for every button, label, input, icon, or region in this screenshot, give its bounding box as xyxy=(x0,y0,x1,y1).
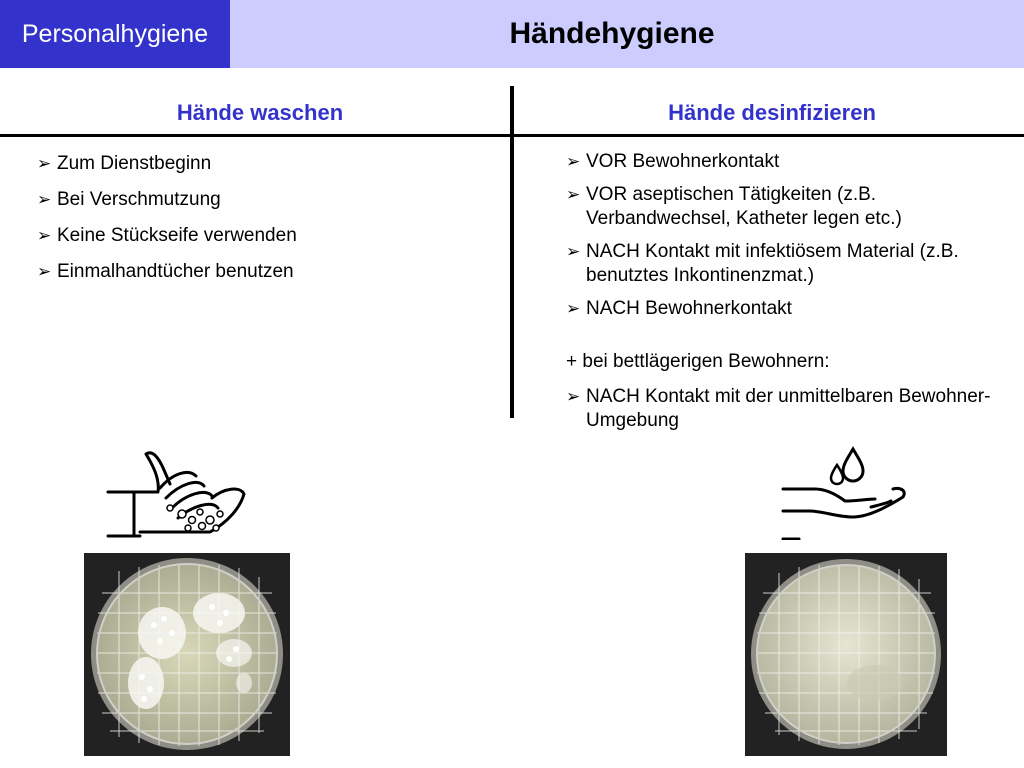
list-item: ➢ VOR aseptischen Tätigkeiten (z.B. Verbandwechsel, Katheter legen etc.) xyxy=(566,184,902,229)
arrow-bullet-icon: ➢ xyxy=(37,154,52,173)
arrow-bullet-icon: ➢ xyxy=(566,299,581,318)
hand-washing-icon xyxy=(100,448,250,540)
list-item: ➢ NACH Kontakt mit infektiösem Material (z.B. benutztes Inkontinenzmat.) xyxy=(566,241,959,286)
list-item: ➢ NACH Bewohnerkontakt xyxy=(566,298,792,319)
arrow-bullet-icon: ➢ xyxy=(566,387,581,406)
arrow-bullet-icon: ➢ xyxy=(566,152,581,171)
vertical-divider xyxy=(510,86,514,418)
bedridden-list xyxy=(566,385,1006,433)
list-item: ➢ VOR Bewohnerkontakt xyxy=(566,151,780,172)
slide-title: Händehygiene xyxy=(509,17,715,50)
petri-dish-clean-image xyxy=(745,553,947,756)
hand-disinfection-icon xyxy=(775,445,915,540)
list-item: ➢ Einmalhandtücher benutzen xyxy=(37,261,294,282)
list-item: ➢ Keine Stückseife verwenden xyxy=(37,225,297,246)
petri-dish-with-colonies-image xyxy=(84,553,290,756)
heading-wash-hands: Hände waschen xyxy=(176,100,344,125)
section-label: Personalhygiene xyxy=(0,0,230,68)
list-item: ➢ NACH Kontakt mit der unmittelbaren Bewohner-Umgebung xyxy=(566,386,991,431)
arrow-bullet-icon: ➢ xyxy=(37,226,52,245)
heading-disinfect-hands: Hände desinfizieren xyxy=(668,100,876,125)
arrow-bullet-icon: ➢ xyxy=(566,185,581,204)
disinfect-hands-list xyxy=(566,150,1006,330)
wash-hands-list xyxy=(37,152,497,296)
list-item: ➢ Zum Dienstbeginn xyxy=(37,153,212,174)
arrow-bullet-icon: ➢ xyxy=(566,242,581,261)
bedridden-note: + bei bettlägerigen Bewohnern: xyxy=(566,351,830,372)
arrow-bullet-icon: ➢ xyxy=(37,262,52,281)
arrow-bullet-icon: ➢ xyxy=(37,190,52,209)
list-item: ➢ Bei Verschmutzung xyxy=(37,189,221,210)
